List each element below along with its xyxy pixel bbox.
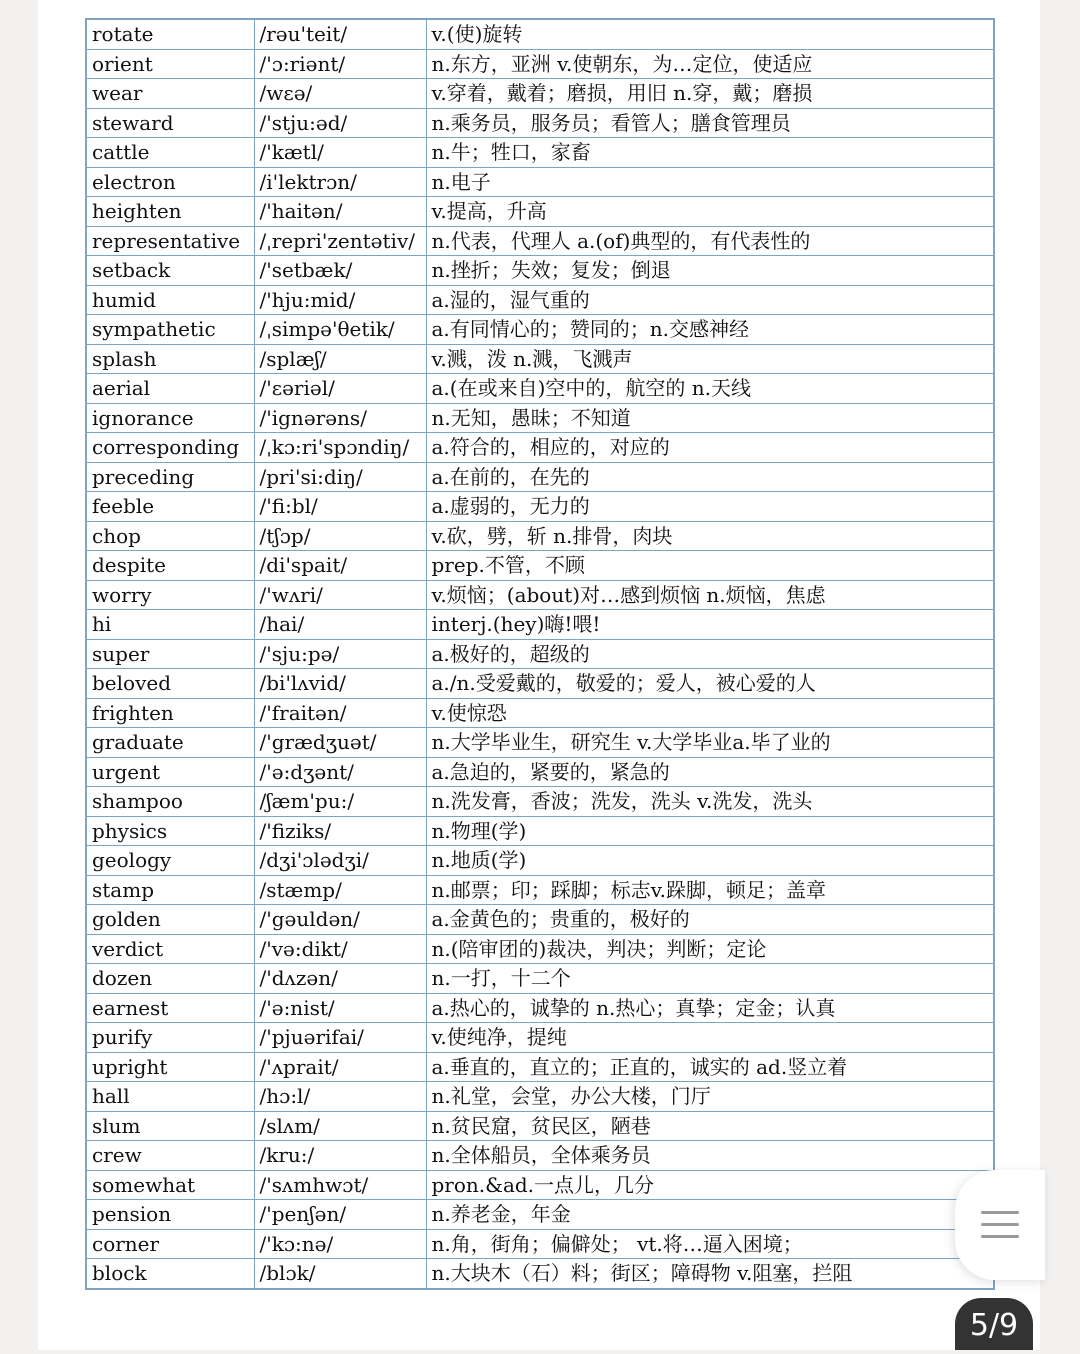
phonetic-cell: /kru:/ — [254, 1141, 426, 1171]
definition-cell: n.电子 — [426, 167, 994, 197]
definition-cell: n.礼堂，会堂，办公大楼，门厅 — [426, 1082, 994, 1112]
definition-cell: n.挫折；失效；复发；倒退 — [426, 256, 994, 286]
word-cell: corresponding — [86, 433, 254, 463]
definition-cell: n.养老金，年金 — [426, 1200, 994, 1230]
phonetic-cell: /splæʃ/ — [254, 344, 426, 374]
phonetic-cell: /stæmp/ — [254, 875, 426, 905]
word-cell: heighten — [86, 197, 254, 227]
table-row — [86, 49, 994, 79]
phonetic-cell: /i'lektrɔn/ — [254, 167, 426, 197]
word-cell: humid — [86, 285, 254, 315]
table-row — [86, 226, 994, 256]
definition-cell: n.贫民窟，贫民区，陋巷 — [426, 1111, 994, 1141]
definition-cell: n.地质(学) — [426, 846, 994, 876]
definition-cell: n.牛；牲口，家畜 — [426, 138, 994, 168]
table-row — [86, 462, 994, 492]
vocabulary-table — [85, 18, 995, 1290]
definition-cell: n.东方，亚洲 v.使朝东，为…定位，使适应 — [426, 49, 994, 79]
word-cell: aerial — [86, 374, 254, 404]
phonetic-cell: /wɛə/ — [254, 79, 426, 109]
word-cell: verdict — [86, 934, 254, 964]
word-cell: corner — [86, 1229, 254, 1259]
table-row — [86, 1170, 994, 1200]
word-cell: wear — [86, 79, 254, 109]
definition-cell: prep.不管，不顾 — [426, 551, 994, 581]
phonetic-cell: /'ʌprait/ — [254, 1052, 426, 1082]
phonetic-cell: /pri'si:diŋ/ — [254, 462, 426, 492]
table-row — [86, 1229, 994, 1259]
phonetic-cell: /hai/ — [254, 610, 426, 640]
phonetic-cell: /blɔk/ — [254, 1259, 426, 1289]
phonetic-cell: /'sju:pə/ — [254, 639, 426, 669]
definition-cell: a.符合的，相应的，对应的 — [426, 433, 994, 463]
table-row — [86, 403, 994, 433]
definition-cell: a./n.受爱戴的，敬爱的；爱人，被心爱的人 — [426, 669, 994, 699]
table-row — [86, 993, 994, 1023]
phonetic-cell: /ʃæm'pu:/ — [254, 787, 426, 817]
menu-icon — [981, 1209, 1019, 1241]
table-row — [86, 757, 994, 787]
word-cell: stamp — [86, 875, 254, 905]
phonetic-cell: /'dʌzən/ — [254, 964, 426, 994]
phonetic-cell: /tʃɔp/ — [254, 521, 426, 551]
table-row — [86, 580, 994, 610]
table-row — [86, 639, 994, 669]
phonetic-cell: /'setbæk/ — [254, 256, 426, 286]
table-row — [86, 1023, 994, 1053]
definition-cell: n.角，街角；偏僻处； vt.将…逼入困境； — [426, 1229, 994, 1259]
word-cell: graduate — [86, 728, 254, 758]
definition-cell: pron.&ad.一点儿，几分 — [426, 1170, 994, 1200]
definition-cell: a.急迫的，紧要的，紧急的 — [426, 757, 994, 787]
definition-cell: a.垂直的，直立的；正直的，诚实的 ad.竖立着 — [426, 1052, 994, 1082]
phonetic-cell: /'fraitən/ — [254, 698, 426, 728]
menu-button[interactable] — [955, 1170, 1045, 1280]
phonetic-cell: /'və:dikt/ — [254, 934, 426, 964]
word-cell: geology — [86, 846, 254, 876]
word-cell: chop — [86, 521, 254, 551]
word-cell: orient — [86, 49, 254, 79]
table-row — [86, 787, 994, 817]
word-cell: sympathetic — [86, 315, 254, 345]
word-cell: hi — [86, 610, 254, 640]
definition-cell: a.在前的，在先的 — [426, 462, 994, 492]
definition-cell: v.(使)旋转 — [426, 19, 994, 49]
table-row — [86, 1111, 994, 1141]
table-row — [86, 1141, 994, 1171]
phonetic-cell: /'ignərəns/ — [254, 403, 426, 433]
phonetic-cell: /'fiziks/ — [254, 816, 426, 846]
word-cell: feeble — [86, 492, 254, 522]
word-cell: steward — [86, 108, 254, 138]
phonetic-cell: /'fi:bl/ — [254, 492, 426, 522]
word-cell: beloved — [86, 669, 254, 699]
phonetic-cell: /hɔ:l/ — [254, 1082, 426, 1112]
phonetic-cell: /'ə:dʒənt/ — [254, 757, 426, 787]
word-cell: physics — [86, 816, 254, 846]
definition-cell: n.邮票；印；踩脚；标志v.跺脚，顿足；盖章 — [426, 875, 994, 905]
phonetic-cell: /di'spait/ — [254, 551, 426, 581]
definition-cell: n.代表，代理人 a.(of)典型的，有代表性的 — [426, 226, 994, 256]
table-row — [86, 846, 994, 876]
phonetic-cell: /'sʌmhwɔt/ — [254, 1170, 426, 1200]
definition-cell: a.(在或来自)空中的，航空的 n.天线 — [426, 374, 994, 404]
table-row — [86, 964, 994, 994]
word-cell: golden — [86, 905, 254, 935]
phonetic-cell: /'hju:mid/ — [254, 285, 426, 315]
definition-cell: a.有同情心的；赞同的；n.交感神经 — [426, 315, 994, 345]
word-cell: despite — [86, 551, 254, 581]
table-row — [86, 285, 994, 315]
word-cell: shampoo — [86, 787, 254, 817]
table-row — [86, 905, 994, 935]
phonetic-cell: /'gəuldən/ — [254, 905, 426, 935]
phonetic-cell: /'grædʒuət/ — [254, 728, 426, 758]
word-cell: rotate — [86, 19, 254, 49]
definition-cell: v.砍，劈，斩 n.排骨，肉块 — [426, 521, 994, 551]
table-row — [86, 256, 994, 286]
table-row — [86, 728, 994, 758]
phonetic-cell: /ˌkɔ:ri'spɔndiŋ/ — [254, 433, 426, 463]
word-cell: dozen — [86, 964, 254, 994]
phonetic-cell: /slʌm/ — [254, 1111, 426, 1141]
phonetic-cell: /'haitən/ — [254, 197, 426, 227]
table-row — [86, 1200, 994, 1230]
table-row — [86, 197, 994, 227]
word-cell: setback — [86, 256, 254, 286]
definition-cell: v.烦恼；(about)对…感到烦恼 n.烦恼，焦虑 — [426, 580, 994, 610]
definition-cell: n.大块木（石）料；街区；障碍物 v.阻塞，拦阻 — [426, 1259, 994, 1289]
table-row — [86, 315, 994, 345]
word-cell: frighten — [86, 698, 254, 728]
definition-cell: v.穿着，戴着；磨损，用旧 n.穿，戴；磨损 — [426, 79, 994, 109]
definition-cell: a.金黄色的；贵重的，极好的 — [426, 905, 994, 935]
table-row — [86, 19, 994, 49]
word-cell: ignorance — [86, 403, 254, 433]
table-row — [86, 698, 994, 728]
phonetic-cell: /'ɔ:riənt/ — [254, 49, 426, 79]
definition-cell: n.一打，十二个 — [426, 964, 994, 994]
definition-cell: n.大学毕业生，研究生 v.大学毕业a.毕了业的 — [426, 728, 994, 758]
definition-cell: n.洗发膏，香波；洗发，洗头 v.洗发，洗头 — [426, 787, 994, 817]
table-row — [86, 816, 994, 846]
table-row — [86, 934, 994, 964]
table-row — [86, 167, 994, 197]
phonetic-cell: /'wʌri/ — [254, 580, 426, 610]
word-cell: purify — [86, 1023, 254, 1053]
phonetic-cell: /bi'lʌvid/ — [254, 669, 426, 699]
table-row — [86, 108, 994, 138]
table-row — [86, 669, 994, 699]
table-row — [86, 551, 994, 581]
definition-cell: a.湿的，湿气重的 — [426, 285, 994, 315]
phonetic-cell: /ˌsimpə'θetik/ — [254, 315, 426, 345]
definition-cell: v.使纯净，提纯 — [426, 1023, 994, 1053]
phonetic-cell: /'kætl/ — [254, 138, 426, 168]
word-cell: earnest — [86, 993, 254, 1023]
definition-cell: a.热心的，诚挚的 n.热心；真挚；定金；认真 — [426, 993, 994, 1023]
vocabulary-table-body — [86, 19, 994, 1289]
word-cell: urgent — [86, 757, 254, 787]
phonetic-cell: /ˌrepri'zentətiv/ — [254, 226, 426, 256]
word-cell: electron — [86, 167, 254, 197]
definition-cell: v.使惊恐 — [426, 698, 994, 728]
phonetic-cell: /'penʃən/ — [254, 1200, 426, 1230]
phonetic-cell: /'stju:əd/ — [254, 108, 426, 138]
definition-cell: v.提高，升高 — [426, 197, 994, 227]
table-row — [86, 492, 994, 522]
table-row — [86, 610, 994, 640]
definition-cell: v.溅，泼 n.溅，飞溅声 — [426, 344, 994, 374]
definition-cell: n.乘务员，服务员；看管人；膳食管理员 — [426, 108, 994, 138]
word-cell: splash — [86, 344, 254, 374]
definition-cell: interj.(hey)嗨!喂! — [426, 610, 994, 640]
word-cell: super — [86, 639, 254, 669]
table-row — [86, 433, 994, 463]
table-row — [86, 1082, 994, 1112]
phonetic-cell: /'pjuərifai/ — [254, 1023, 426, 1053]
phonetic-cell: /'kɔ:nə/ — [254, 1229, 426, 1259]
definition-cell: n.物理(学) — [426, 816, 994, 846]
word-cell: representative — [86, 226, 254, 256]
definition-cell: n.无知，愚昧；不知道 — [426, 403, 994, 433]
word-cell: slum — [86, 1111, 254, 1141]
page-indicator: 5/9 — [955, 1298, 1033, 1350]
phonetic-cell: /dʒi'ɔlədʒi/ — [254, 846, 426, 876]
word-cell: crew — [86, 1141, 254, 1171]
table-row — [86, 1052, 994, 1082]
definition-cell: n.(陪审团的)裁决，判决；判断；定论 — [426, 934, 994, 964]
table-row — [86, 79, 994, 109]
table-row — [86, 521, 994, 551]
table-row — [86, 1259, 994, 1289]
word-cell: cattle — [86, 138, 254, 168]
definition-cell: n.全体船员，全体乘务员 — [426, 1141, 994, 1171]
table-row — [86, 374, 994, 404]
table-row — [86, 138, 994, 168]
phonetic-cell: /'ɛəriəl/ — [254, 374, 426, 404]
phonetic-cell: /rəu'teit/ — [254, 19, 426, 49]
phonetic-cell: /'ə:nist/ — [254, 993, 426, 1023]
table-row — [86, 344, 994, 374]
word-cell: upright — [86, 1052, 254, 1082]
word-cell: block — [86, 1259, 254, 1289]
table-row — [86, 875, 994, 905]
word-cell: somewhat — [86, 1170, 254, 1200]
word-cell: worry — [86, 580, 254, 610]
word-cell: hall — [86, 1082, 254, 1112]
definition-cell: a.极好的，超级的 — [426, 639, 994, 669]
word-cell: preceding — [86, 462, 254, 492]
definition-cell: a.虚弱的，无力的 — [426, 492, 994, 522]
word-cell: pension — [86, 1200, 254, 1230]
